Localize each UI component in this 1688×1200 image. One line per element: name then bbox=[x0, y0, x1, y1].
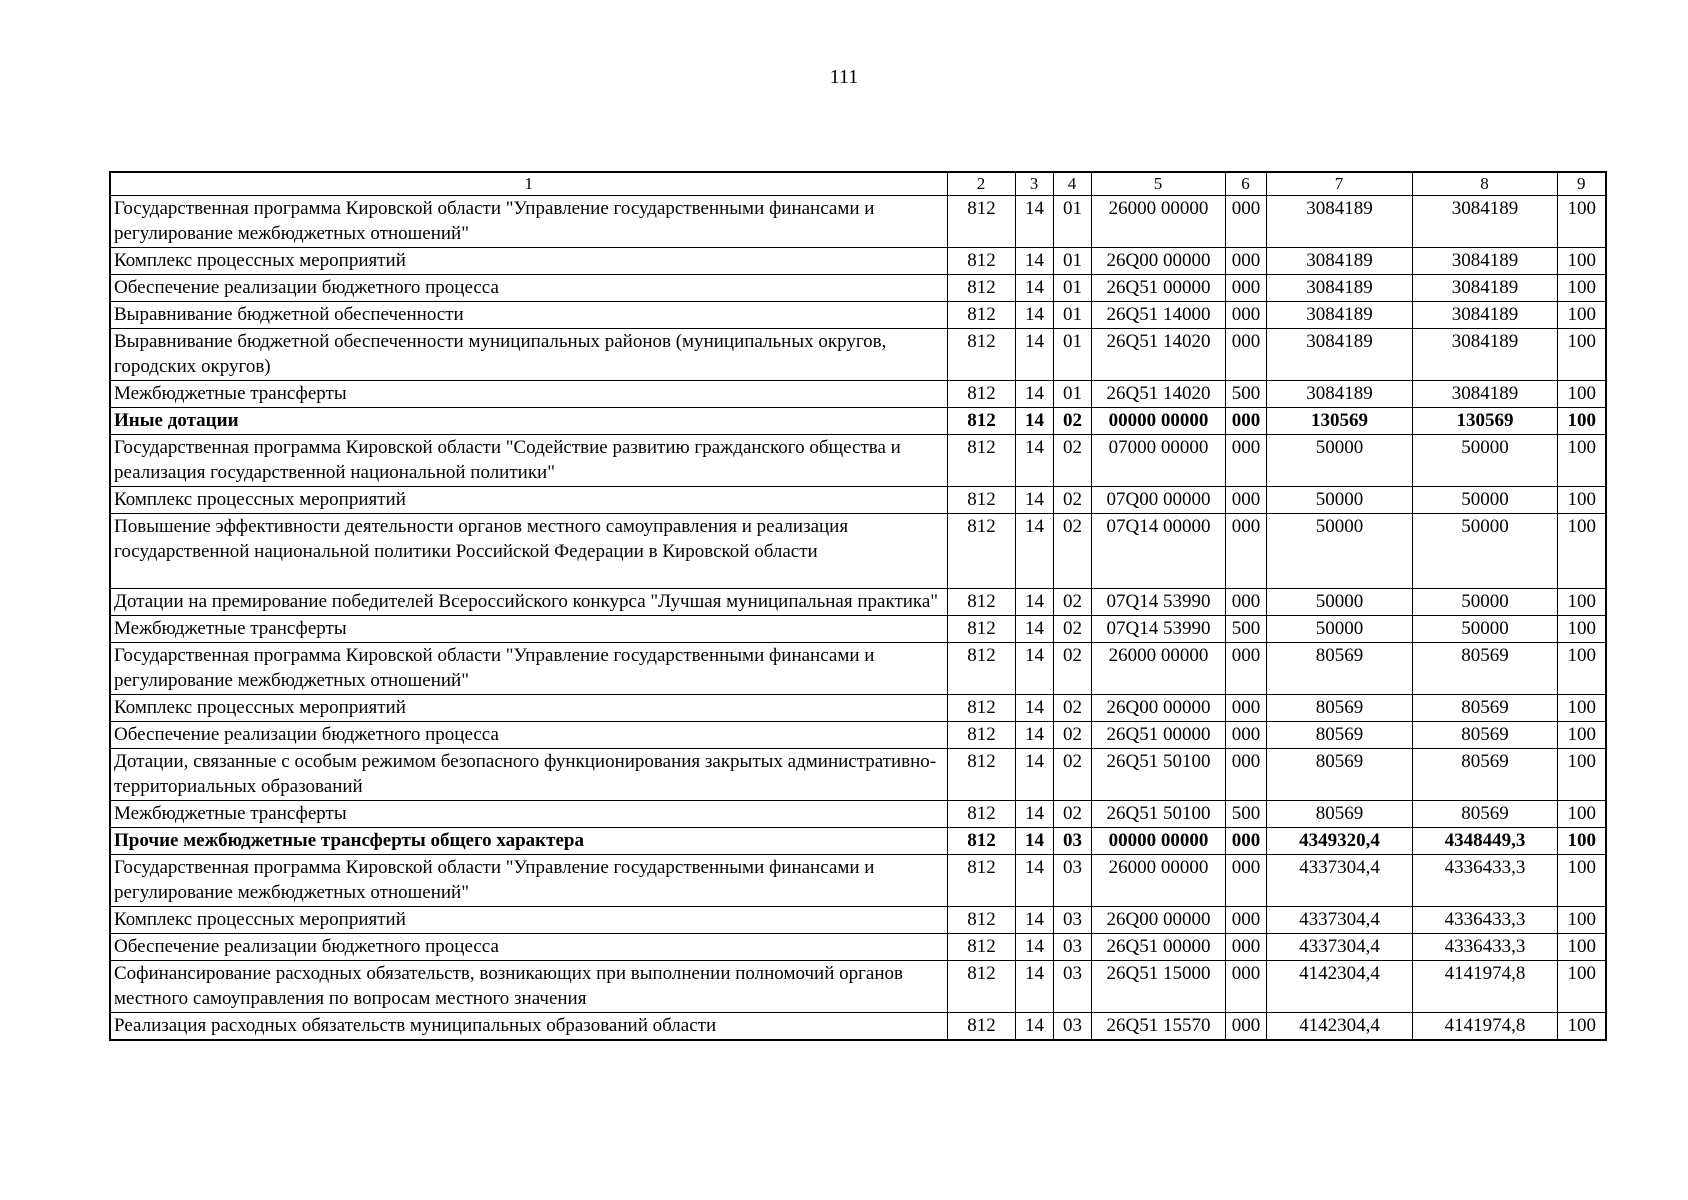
gl-code-cell: 812 bbox=[947, 408, 1015, 435]
section-cell: 14 bbox=[1015, 934, 1053, 961]
section-cell: 14 bbox=[1015, 435, 1053, 487]
executed-amount-cell: 3084189 bbox=[1412, 381, 1557, 408]
target-article-cell: 26Q51 00000 bbox=[1091, 934, 1225, 961]
planned-amount-cell: 3084189 bbox=[1266, 381, 1412, 408]
subsection-cell: 02 bbox=[1053, 435, 1091, 487]
executed-amount-cell: 3084189 bbox=[1412, 196, 1557, 248]
table-row bbox=[110, 934, 1606, 961]
row-name-cell: Обеспечение реализации бюджетного процесса bbox=[110, 275, 947, 302]
subsection-cell: 03 bbox=[1053, 934, 1091, 961]
percent-cell: 100 bbox=[1557, 828, 1606, 855]
subsection-cell: 02 bbox=[1053, 616, 1091, 643]
gl-code-cell: 812 bbox=[947, 907, 1015, 934]
gl-code-cell: 812 bbox=[947, 961, 1015, 1013]
subsection-cell: 02 bbox=[1053, 749, 1091, 801]
planned-amount-cell: 4142304,4 bbox=[1266, 961, 1412, 1013]
planned-amount-cell: 80569 bbox=[1266, 695, 1412, 722]
planned-amount-cell: 4349320,4 bbox=[1266, 828, 1412, 855]
executed-amount-cell: 50000 bbox=[1412, 616, 1557, 643]
target-article-cell: 26Q00 00000 bbox=[1091, 248, 1225, 275]
subsection-cell: 03 bbox=[1053, 1013, 1091, 1041]
header-cell: 7 bbox=[1266, 172, 1412, 196]
row-name-cell: Межбюджетные трансферты bbox=[110, 381, 947, 408]
row-name-cell: Комплекс процессных мероприятий bbox=[110, 907, 947, 934]
expense-type-cell: 000 bbox=[1225, 961, 1266, 1013]
subsection-cell: 03 bbox=[1053, 828, 1091, 855]
table-row bbox=[110, 961, 1606, 1013]
table-row bbox=[110, 828, 1606, 855]
target-article-cell: 26Q51 14020 bbox=[1091, 381, 1225, 408]
row-name-cell: Дотации на премирование победителей Всероссийского конкурса "Лучшая муниципальная практика" bbox=[110, 589, 947, 616]
table-row bbox=[110, 722, 1606, 749]
gl-code-cell: 812 bbox=[947, 435, 1015, 487]
table-row bbox=[110, 196, 1606, 248]
executed-amount-cell: 3084189 bbox=[1412, 329, 1557, 381]
section-cell: 14 bbox=[1015, 408, 1053, 435]
expense-type-cell: 000 bbox=[1225, 487, 1266, 514]
expense-type-cell: 000 bbox=[1225, 302, 1266, 329]
target-article-cell: 26Q51 50100 bbox=[1091, 801, 1225, 828]
expense-type-cell: 500 bbox=[1225, 801, 1266, 828]
table-row bbox=[110, 616, 1606, 643]
header-cell: 2 bbox=[947, 172, 1015, 196]
table-row bbox=[110, 801, 1606, 828]
target-article-cell: 26000 00000 bbox=[1091, 855, 1225, 907]
planned-amount-cell: 3084189 bbox=[1266, 329, 1412, 381]
percent-cell: 100 bbox=[1557, 408, 1606, 435]
section-cell: 14 bbox=[1015, 381, 1053, 408]
percent-cell: 100 bbox=[1557, 643, 1606, 695]
percent-cell: 100 bbox=[1557, 749, 1606, 801]
percent-cell: 100 bbox=[1557, 275, 1606, 302]
gl-code-cell: 812 bbox=[947, 275, 1015, 302]
executed-amount-cell: 4141974,8 bbox=[1412, 1013, 1557, 1041]
expense-type-cell: 000 bbox=[1225, 722, 1266, 749]
gl-code-cell: 812 bbox=[947, 934, 1015, 961]
expense-type-cell: 500 bbox=[1225, 616, 1266, 643]
section-cell: 14 bbox=[1015, 722, 1053, 749]
row-name-cell: Государственная программа Кировской области "Управление государственными финансами и регулирование межбюджетных отношений" bbox=[110, 643, 947, 695]
header-row bbox=[110, 172, 1606, 196]
table-row bbox=[110, 275, 1606, 302]
target-article-cell: 07Q00 00000 bbox=[1091, 487, 1225, 514]
section-cell: 14 bbox=[1015, 616, 1053, 643]
subsection-cell: 01 bbox=[1053, 329, 1091, 381]
header-cell: 1 bbox=[110, 172, 947, 196]
planned-amount-cell: 3084189 bbox=[1266, 302, 1412, 329]
subsection-cell: 01 bbox=[1053, 381, 1091, 408]
planned-amount-cell: 4337304,4 bbox=[1266, 855, 1412, 907]
planned-amount-cell: 50000 bbox=[1266, 487, 1412, 514]
planned-amount-cell: 50000 bbox=[1266, 616, 1412, 643]
table-row bbox=[110, 487, 1606, 514]
subsection-cell: 02 bbox=[1053, 695, 1091, 722]
header-cell: 4 bbox=[1053, 172, 1091, 196]
expense-type-cell: 000 bbox=[1225, 934, 1266, 961]
subsection-cell: 01 bbox=[1053, 196, 1091, 248]
gl-code-cell: 812 bbox=[947, 749, 1015, 801]
expense-type-cell: 000 bbox=[1225, 749, 1266, 801]
target-article-cell: 26Q51 14020 bbox=[1091, 329, 1225, 381]
expense-type-cell: 000 bbox=[1225, 1013, 1266, 1041]
expense-type-cell: 000 bbox=[1225, 275, 1266, 302]
target-article-cell: 26Q51 00000 bbox=[1091, 722, 1225, 749]
row-name-cell: Комплекс процессных мероприятий bbox=[110, 487, 947, 514]
row-name-cell: Выравнивание бюджетной обеспеченности bbox=[110, 302, 947, 329]
row-name-cell: Повышение эффективности деятельности органов местного самоуправления и реализация государственной национальной политики Российской Федерации в Кировской области bbox=[110, 514, 947, 589]
gl-code-cell: 812 bbox=[947, 381, 1015, 408]
expense-type-cell: 000 bbox=[1225, 643, 1266, 695]
target-article-cell: 26000 00000 bbox=[1091, 643, 1225, 695]
percent-cell: 100 bbox=[1557, 196, 1606, 248]
expense-type-cell: 000 bbox=[1225, 196, 1266, 248]
gl-code-cell: 812 bbox=[947, 695, 1015, 722]
executed-amount-cell: 4336433,3 bbox=[1412, 934, 1557, 961]
executed-amount-cell: 80569 bbox=[1412, 722, 1557, 749]
row-name-cell: Межбюджетные трансферты bbox=[110, 801, 947, 828]
table-row bbox=[110, 749, 1606, 801]
planned-amount-cell: 50000 bbox=[1266, 435, 1412, 487]
section-cell: 14 bbox=[1015, 695, 1053, 722]
gl-code-cell: 812 bbox=[947, 248, 1015, 275]
header-cell: 8 bbox=[1412, 172, 1557, 196]
executed-amount-cell: 50000 bbox=[1412, 487, 1557, 514]
expense-type-cell: 000 bbox=[1225, 907, 1266, 934]
planned-amount-cell: 80569 bbox=[1266, 749, 1412, 801]
header-cell: 5 bbox=[1091, 172, 1225, 196]
table-row bbox=[110, 302, 1606, 329]
planned-amount-cell: 3084189 bbox=[1266, 248, 1412, 275]
row-name-cell: Обеспечение реализации бюджетного процесса bbox=[110, 934, 947, 961]
subsection-cell: 02 bbox=[1053, 589, 1091, 616]
expense-type-cell: 000 bbox=[1225, 695, 1266, 722]
subsection-cell: 02 bbox=[1053, 801, 1091, 828]
section-cell: 14 bbox=[1015, 828, 1053, 855]
section-cell: 14 bbox=[1015, 514, 1053, 589]
expense-type-cell: 000 bbox=[1225, 408, 1266, 435]
subsection-cell: 02 bbox=[1053, 722, 1091, 749]
executed-amount-cell: 130569 bbox=[1412, 408, 1557, 435]
percent-cell: 100 bbox=[1557, 514, 1606, 589]
section-cell: 14 bbox=[1015, 329, 1053, 381]
target-article-cell: 07Q14 53990 bbox=[1091, 589, 1225, 616]
gl-code-cell: 812 bbox=[947, 589, 1015, 616]
executed-amount-cell: 80569 bbox=[1412, 749, 1557, 801]
gl-code-cell: 812 bbox=[947, 828, 1015, 855]
row-name-cell: Государственная программа Кировской области "Управление государственными финансами и регулирование межбюджетных отношений" bbox=[110, 196, 947, 248]
gl-code-cell: 812 bbox=[947, 1013, 1015, 1041]
row-name-cell: Дотации, связанные с особым режимом безопасного функционирования закрытых административно-территориальных образований bbox=[110, 749, 947, 801]
planned-amount-cell: 80569 bbox=[1266, 722, 1412, 749]
target-article-cell: 26Q51 50100 bbox=[1091, 749, 1225, 801]
target-article-cell: 26000 00000 bbox=[1091, 196, 1225, 248]
target-article-cell: 07Q14 00000 bbox=[1091, 514, 1225, 589]
target-article-cell: 00000 00000 bbox=[1091, 828, 1225, 855]
percent-cell: 100 bbox=[1557, 855, 1606, 907]
section-cell: 14 bbox=[1015, 275, 1053, 302]
subsection-cell: 01 bbox=[1053, 248, 1091, 275]
planned-amount-cell: 80569 bbox=[1266, 801, 1412, 828]
page-number: 111 bbox=[829, 66, 859, 88]
percent-cell: 100 bbox=[1557, 381, 1606, 408]
percent-cell: 100 bbox=[1557, 722, 1606, 749]
expense-type-cell: 000 bbox=[1225, 248, 1266, 275]
planned-amount-cell: 130569 bbox=[1266, 408, 1412, 435]
gl-code-cell: 812 bbox=[947, 487, 1015, 514]
table-row bbox=[110, 907, 1606, 934]
subsection-cell: 02 bbox=[1053, 514, 1091, 589]
planned-amount-cell: 3084189 bbox=[1266, 275, 1412, 302]
section-cell: 14 bbox=[1015, 196, 1053, 248]
gl-code-cell: 812 bbox=[947, 196, 1015, 248]
subsection-cell: 03 bbox=[1053, 855, 1091, 907]
subsection-cell: 01 bbox=[1053, 302, 1091, 329]
row-name-cell: Комплекс процессных мероприятий bbox=[110, 695, 947, 722]
percent-cell: 100 bbox=[1557, 487, 1606, 514]
expense-type-cell: 000 bbox=[1225, 828, 1266, 855]
section-cell: 14 bbox=[1015, 589, 1053, 616]
header-cell: 3 bbox=[1015, 172, 1053, 196]
table-row bbox=[110, 248, 1606, 275]
budget-table bbox=[109, 171, 1607, 1041]
target-article-cell: 26Q51 15570 bbox=[1091, 1013, 1225, 1041]
planned-amount-cell: 4337304,4 bbox=[1266, 907, 1412, 934]
gl-code-cell: 812 bbox=[947, 722, 1015, 749]
gl-code-cell: 812 bbox=[947, 302, 1015, 329]
table-row bbox=[110, 514, 1606, 589]
expense-type-cell: 000 bbox=[1225, 589, 1266, 616]
expense-type-cell: 500 bbox=[1225, 381, 1266, 408]
table-row bbox=[110, 1013, 1606, 1041]
table-row bbox=[110, 695, 1606, 722]
section-cell: 14 bbox=[1015, 855, 1053, 907]
percent-cell: 100 bbox=[1557, 801, 1606, 828]
executed-amount-cell: 3084189 bbox=[1412, 248, 1557, 275]
expense-type-cell: 000 bbox=[1225, 514, 1266, 589]
row-name-cell: Прочие межбюджетные трансферты общего характера bbox=[110, 828, 947, 855]
percent-cell: 100 bbox=[1557, 248, 1606, 275]
section-cell: 14 bbox=[1015, 487, 1053, 514]
target-article-cell: 00000 00000 bbox=[1091, 408, 1225, 435]
section-cell: 14 bbox=[1015, 1013, 1053, 1041]
executed-amount-cell: 4348449,3 bbox=[1412, 828, 1557, 855]
subsection-cell: 02 bbox=[1053, 643, 1091, 695]
target-article-cell: 07Q14 53990 bbox=[1091, 616, 1225, 643]
executed-amount-cell: 80569 bbox=[1412, 643, 1557, 695]
executed-amount-cell: 50000 bbox=[1412, 514, 1557, 589]
table-row bbox=[110, 435, 1606, 487]
planned-amount-cell: 80569 bbox=[1266, 643, 1412, 695]
row-name-cell: Иные дотации bbox=[110, 408, 947, 435]
expense-type-cell: 000 bbox=[1225, 855, 1266, 907]
percent-cell: 100 bbox=[1557, 616, 1606, 643]
gl-code-cell: 812 bbox=[947, 329, 1015, 381]
percent-cell: 100 bbox=[1557, 435, 1606, 487]
percent-cell: 100 bbox=[1557, 695, 1606, 722]
section-cell: 14 bbox=[1015, 961, 1053, 1013]
expense-type-cell: 000 bbox=[1225, 329, 1266, 381]
section-cell: 14 bbox=[1015, 749, 1053, 801]
gl-code-cell: 812 bbox=[947, 616, 1015, 643]
percent-cell: 100 bbox=[1557, 961, 1606, 1013]
executed-amount-cell: 4336433,3 bbox=[1412, 907, 1557, 934]
header-cell: 9 bbox=[1557, 172, 1606, 196]
gl-code-cell: 812 bbox=[947, 643, 1015, 695]
expense-type-cell: 000 bbox=[1225, 435, 1266, 487]
section-cell: 14 bbox=[1015, 643, 1053, 695]
planned-amount-cell: 3084189 bbox=[1266, 196, 1412, 248]
section-cell: 14 bbox=[1015, 248, 1053, 275]
target-article-cell: 07000 00000 bbox=[1091, 435, 1225, 487]
row-name-cell: Софинансирование расходных обязательств, возникающих при выполнении полномочий органов местного самоуправления по вопросам местного значения bbox=[110, 961, 947, 1013]
target-article-cell: 26Q51 14000 bbox=[1091, 302, 1225, 329]
executed-amount-cell: 4141974,8 bbox=[1412, 961, 1557, 1013]
planned-amount-cell: 4142304,4 bbox=[1266, 1013, 1412, 1041]
subsection-cell: 01 bbox=[1053, 275, 1091, 302]
planned-amount-cell: 50000 bbox=[1266, 589, 1412, 616]
percent-cell: 100 bbox=[1557, 1013, 1606, 1041]
executed-amount-cell: 50000 bbox=[1412, 589, 1557, 616]
executed-amount-cell: 50000 bbox=[1412, 435, 1557, 487]
planned-amount-cell: 4337304,4 bbox=[1266, 934, 1412, 961]
section-cell: 14 bbox=[1015, 302, 1053, 329]
table-row bbox=[110, 329, 1606, 381]
row-name-cell: Реализация расходных обязательств муниципальных образований области bbox=[110, 1013, 947, 1041]
executed-amount-cell: 80569 bbox=[1412, 801, 1557, 828]
gl-code-cell: 812 bbox=[947, 514, 1015, 589]
table-row bbox=[110, 589, 1606, 616]
row-name-cell: Межбюджетные трансферты bbox=[110, 616, 947, 643]
table-row bbox=[110, 643, 1606, 695]
target-article-cell: 26Q00 00000 bbox=[1091, 695, 1225, 722]
target-article-cell: 26Q51 15000 bbox=[1091, 961, 1225, 1013]
planned-amount-cell: 50000 bbox=[1266, 514, 1412, 589]
subsection-cell: 02 bbox=[1053, 487, 1091, 514]
target-article-cell: 26Q51 00000 bbox=[1091, 275, 1225, 302]
row-name-cell: Государственная программа Кировской области "Содействие развитию гражданского общества и реализация государственной национальной политики" bbox=[110, 435, 947, 487]
percent-cell: 100 bbox=[1557, 589, 1606, 616]
table-row bbox=[110, 855, 1606, 907]
gl-code-cell: 812 bbox=[947, 855, 1015, 907]
percent-cell: 100 bbox=[1557, 302, 1606, 329]
row-name-cell: Выравнивание бюджетной обеспеченности муниципальных районов (муниципальных округов, городских округов) bbox=[110, 329, 947, 381]
table-row bbox=[110, 408, 1606, 435]
subsection-cell: 02 bbox=[1053, 408, 1091, 435]
subsection-cell: 03 bbox=[1053, 907, 1091, 934]
subsection-cell: 03 bbox=[1053, 961, 1091, 1013]
header-cell: 6 bbox=[1225, 172, 1266, 196]
gl-code-cell: 812 bbox=[947, 801, 1015, 828]
table-row bbox=[110, 381, 1606, 408]
target-article-cell: 26Q00 00000 bbox=[1091, 907, 1225, 934]
section-cell: 14 bbox=[1015, 907, 1053, 934]
executed-amount-cell: 4336433,3 bbox=[1412, 855, 1557, 907]
executed-amount-cell: 3084189 bbox=[1412, 302, 1557, 329]
section-cell: 14 bbox=[1015, 801, 1053, 828]
row-name-cell: Обеспечение реализации бюджетного процесса bbox=[110, 722, 947, 749]
row-name-cell: Государственная программа Кировской области "Управление государственными финансами и регулирование межбюджетных отношений" bbox=[110, 855, 947, 907]
percent-cell: 100 bbox=[1557, 329, 1606, 381]
percent-cell: 100 bbox=[1557, 934, 1606, 961]
percent-cell: 100 bbox=[1557, 907, 1606, 934]
executed-amount-cell: 80569 bbox=[1412, 695, 1557, 722]
row-name-cell: Комплекс процессных мероприятий bbox=[110, 248, 947, 275]
executed-amount-cell: 3084189 bbox=[1412, 275, 1557, 302]
